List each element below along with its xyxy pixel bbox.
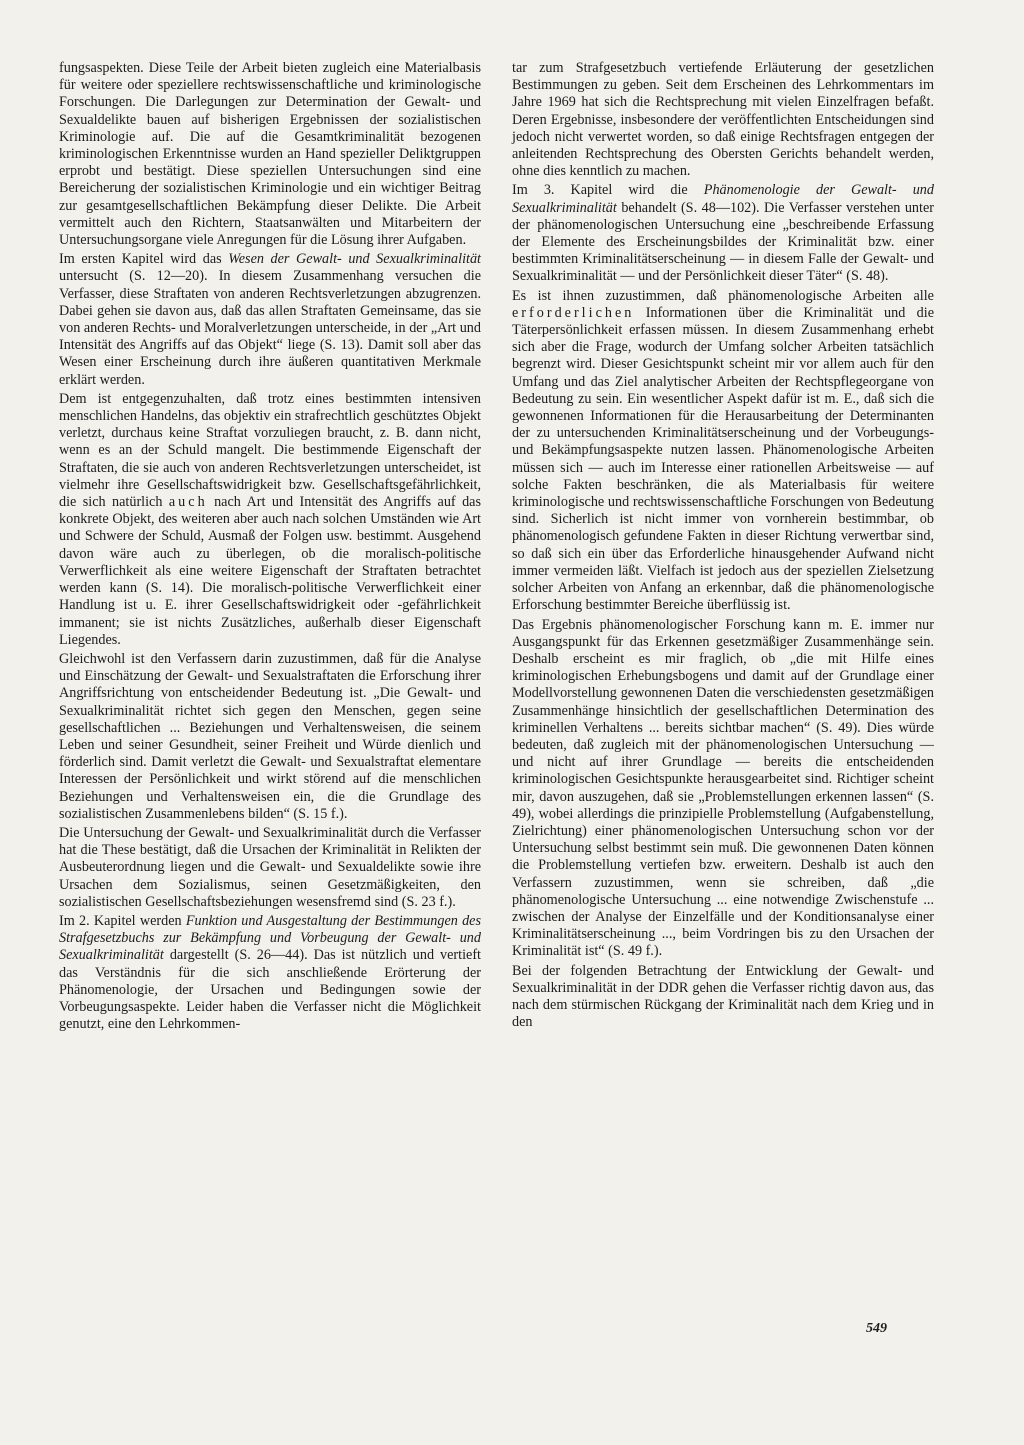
italic-text: Phänomenologie der Gewalt- und Sexualkriminalität (512, 182, 934, 216)
spaced-text: auch (168, 494, 208, 511)
text-run: fungsaspekten. Diese Teile der Arbeit bieten zugleich eine Materialbasis für weitere oder speziellere rechtswissenschaftliche und kriminologische Forschungen. Die Darlegungen zur Determination der Gewalt- und Sexualdelikte bauen auf bisherigen Ergebnissen der sozialistischen Kriminologie auf. Die auf die Gesamtkriminalität bezogenen kriminologischen Erkenntnisse wurden an Hand spezieller Deliktgruppen erprobt und bestätigt. Diese speziellen Untersuchungen sind eine Bereicherung der sozialistischen Kriminologie und ein wichtiger Beitrag zur gesamtgesellschaftlichen Bekämpfung dieser Delikte. Die Arbeit vermittelt auch den Richtern, Staatsanwälten und Mitarbeitern der Untersuchungsorgane viele Anregungen für die Lösung ihrer Aufgaben. (59, 60, 481, 249)
text-run: Bei der folgenden Betrachtung der Entwicklung der Gewalt- und Sexualkriminalität in der DDR gehen die Verfasser richtig davon aus, das nach dem stürmischen Rückgang der Kriminalität nach dem Krieg und in den (512, 962, 934, 1031)
left-text-column (59, 60, 481, 1035)
text-run: Gleichwohl ist den Verfassern darin zuzustimmen, daß für die Analyse und Einschätzung der Gewalt- und Sexualstraftaten die Erforschung ihrer Angriffsrichtung von entscheidender Bedeutung ist. „Die Gewalt- und Sexualkriminalität richtet sich gegen den Menschen, gegen seine gesellschaftlichen ... Beziehungen und Verhaltensweisen, die seinem Leben und seiner Gesundheit, seiner Freiheit und Würde dienlich und förderlich sind. Damit verletzt die Gewalt- und Sexualstraftat elementare Interessen der Persönlichkeit und wirkt störend auf die menschlichen Beziehungen und Verhaltensweisen ein, die die Grundlage des sozialistischen Zusammenlebens bilden“ (S. 15 f.). (59, 650, 481, 822)
paragraph (59, 913, 481, 1033)
paragraph (59, 825, 481, 911)
italic-text: Wesen der Gewalt- und Sexualkriminalität (228, 251, 481, 268)
page-number: 549 (866, 1321, 887, 1336)
text-run: untersucht (S. 12—20). In diesem Zusammenhang versuchen die Verfasser, diese Straftaten von anderen Rechtsverletzungen abzugrenzen. Dabei gehen sie davon aus, daß das allen Straftaten Gemeinsame, das sie von anderen Rechts- und Moralverletzungen unterscheide, in der „Art und Intensität des Angriffs auf das Objekt“ liege (S. 13). Damit soll aber das Wesen einer Erscheinung durch ihre äußeren quantitativen Merkmale erklärt werden. (59, 268, 481, 388)
text-run: Die Untersuchung der Gewalt- und Sexualkriminalität durch die Verfasser hat die These bestätigt, daß die Ursachen der Kriminalität in Relikten der Ausbeuterordnung liegen und die Gewalt- und Sexualdelikte sowie ihre Ursachen dem Sozialismus, seinen Gesetzmäßigkeiten, den sozialistischen Gesellschaftsbeziehungen wesensfremd sind (S. 23 f.). (59, 824, 481, 910)
text-run: Das Ergebnis phänomenologischer Forschung kann m. E. immer nur Ausgangspunkt für das Erkennen gesetzmäßiger Zusammenhänge sein. Deshalb erscheint es mir fraglich, ob „die mit Hilfe eines kriminologischen Erhebungsbogens und damit auf der Grundlage einer Modellvorstellung gewonnenen Daten die verschiedensten gesetzmäßigen Zusammenhänge hinsichtlich der gesellschaftlichen Determination des kriminellen Verhaltens ... bereits sichtbar machen“ (S. 49). Dies würde bedeuten, daß zugleich mit der phänomenologischen Untersuchung — und nicht auf ihrer Grundlage — bereits die entscheidenden kriminologischen Gesichtspunkte herausgearbeitet sind. Richtiger scheint mir, davon auszugehen, daß sie „Problemstellungen erkennen lassen“ (S. 49), wobei allerdings die prinzipielle Problemstellung (Aufgabenstellung, Zielrichtung) einer phänomenologischen Untersuchung schon vor der Untersuchung selbst bestimmt sein muß. Die gewonnenen Daten können die Problemstellung vertiefen bzw. erweitern. Deshalb ist auch den Verfassern zuzustimmen, wenn sie schreiben, daß „die phänomenologische Untersuchung ... eine notwendige Zwischenstufe ... zwischen der Analyse der Einzelfälle und der Konditionsanalyse einer Kriminalitätserscheinung ..., beim Vordringen bis zu den Ursachen der Kriminalität ist“ (S. 49 f.). (512, 616, 934, 960)
right-text-column (512, 60, 934, 1033)
paragraph (512, 617, 934, 961)
text-run: Im 2. Kapitel werden (59, 912, 186, 929)
paragraph (512, 182, 934, 285)
paragraph (59, 391, 481, 649)
text-run: tar zum Strafgesetzbuch vertiefende Erläuterung der gesetzlichen Bestimmungen zu geben. Seit dem Erscheinen des Lehrkommentars im Jahre 1969 hat sich die Rechtsprechung mit vielen Einzelfragen befaßt. Deren Ergebnisse, insbesondere der veröffentlichten Entscheidungen sind jedoch nicht verwertet worden, so daß einige Rechtsfragen entgegen der anleitenden Rechtsprechung des Obersten Gerichts behandelt werden, ohne dies kenntlich zu machen. (512, 60, 934, 180)
paragraph (59, 60, 481, 249)
text-run: behandelt (S. 48—102). Die Verfasser verstehen unter der phänomenologischen Untersuchung eine „beschreibende Erfassung der Elemente des Erscheinungsbildes der Kriminalität bzw. einer bestimmten Kriminalitätserscheinung — in diesem Falle der Gewalt- und Sexualkriminalität — und der Persönlichkeit dieser Täter“ (S. 48). (512, 199, 934, 285)
text-run: nach Art und Intensität des Angriffs auf das konkrete Objekt, des weiteren aber auch nach solchen Umständen wie Art und Schwere der Schuld, Ausmaß der Folgen usw. bestimmt. Ausgehend davon wäre auch zu überlegen, ob die moralisch-politische Verwerflichkeit als eine weitere Eigenschaft der Straftaten betrachtet werden kann (S. 14). Die moralisch-politische Verwerflichkeit einer Handlung ist u. E. ihrer Gesellschaftswidrigkeit oder -gefährlichkeit immanent; sie ist nichts Zusätzliches, außerhalb dieser Eigenschaft Liegendes. (59, 494, 481, 648)
paragraph (512, 60, 934, 180)
text-run: Im ersten Kapitel wird das (59, 251, 229, 268)
spaced-text: erforderlichen (512, 304, 635, 321)
text-run: dargestellt (S. 26—44). Das ist nützlich und vertieft das Verständnis für die sich anschließende Erörterung der Phänomenologie, der Ursachen und Bedingungen sowie der Vorbeugungsaspekte. Leider haben die Verfasser nicht die Möglichkeit genutzt, eine den Lehrkommen- (59, 947, 481, 1033)
text-run: Im 3. Kapitel wird die (512, 182, 704, 199)
italic-text: Funktion und Ausgestaltung der Bestimmungen des Strafgesetzbuchs zur Bekämpfung und Vorbeugung der Gewalt- und Sexualkriminalität (59, 912, 481, 964)
paragraph (512, 288, 934, 615)
paragraph (59, 651, 481, 823)
paragraph (59, 251, 481, 389)
text-run: Dem ist entgegenzuhalten, daß trotz eines bestimmten intensiven menschlichen Handelns, das objektiv ein strafrechtlich geschütztes Objekt verletzt, durchaus keine Straftat vorzuliegen braucht, z. B. dann nicht, wenn es an der Schuld mangelt. Die bestimmende Eigenschaft der Straftaten, die sie auch von anderen Rechtsverletzungen unterscheidet, ist vielmehr ihre Gesellschaftswidrigkeit bzw. Gesellschaftsgefährlichkeit, die sich natürlich (59, 390, 481, 511)
text-run: Es ist ihnen zuzustimmen, daß phänomenologische Arbeiten alle (512, 287, 934, 304)
paragraph (512, 963, 934, 1032)
text-run: Informationen über die Kriminalität und die Täterpersönlichkeit erfassen müssen. In diesem Zusammenhang erhebt sich aber die Frage, wodurch der Umfang solcher Arbeiten tatsächlich begrenzt wird. Dieser Gesichtspunkt scheint mir vor allem auch für den Umfang und das Ziel analytischer Arbeiten der Rechtspflegeorgane von Bedeutung zu sein. Ein wesentlicher Aspekt dafür ist m. E., daß sich die gewonnenen Informationen für die Herausarbeitung der Determinanten der zu untersuchenden Kriminalitätserscheinung und der Vorbeugungs- und Bekämpfungsaspekte nutzen lassen. Phänomenologische Arbeiten müssen sich — auch im Interesse einer rationellen Arbeitsweise — auf solche Fakten beschränken, die als Materialbasis für weitere kriminologische und rechtswissenschaftliche Forschungen von Bedeutung sind. Sicherlich ist nicht immer von vornherein bestimmbar, ob phänomenologisch gefundene Fakten in dieser Richtung verwertbar sind, so daß sich ein über das Erforderliche hinausgehender Aufwand nicht immer vermeiden läßt. Vielfach ist jedoch aus der speziellen Zielsetzung solcher Arbeiten von Anfang an erkennbar, daß die phänomenologische Erforschung bestimmter Bereiche überflüssig ist. (512, 304, 934, 614)
